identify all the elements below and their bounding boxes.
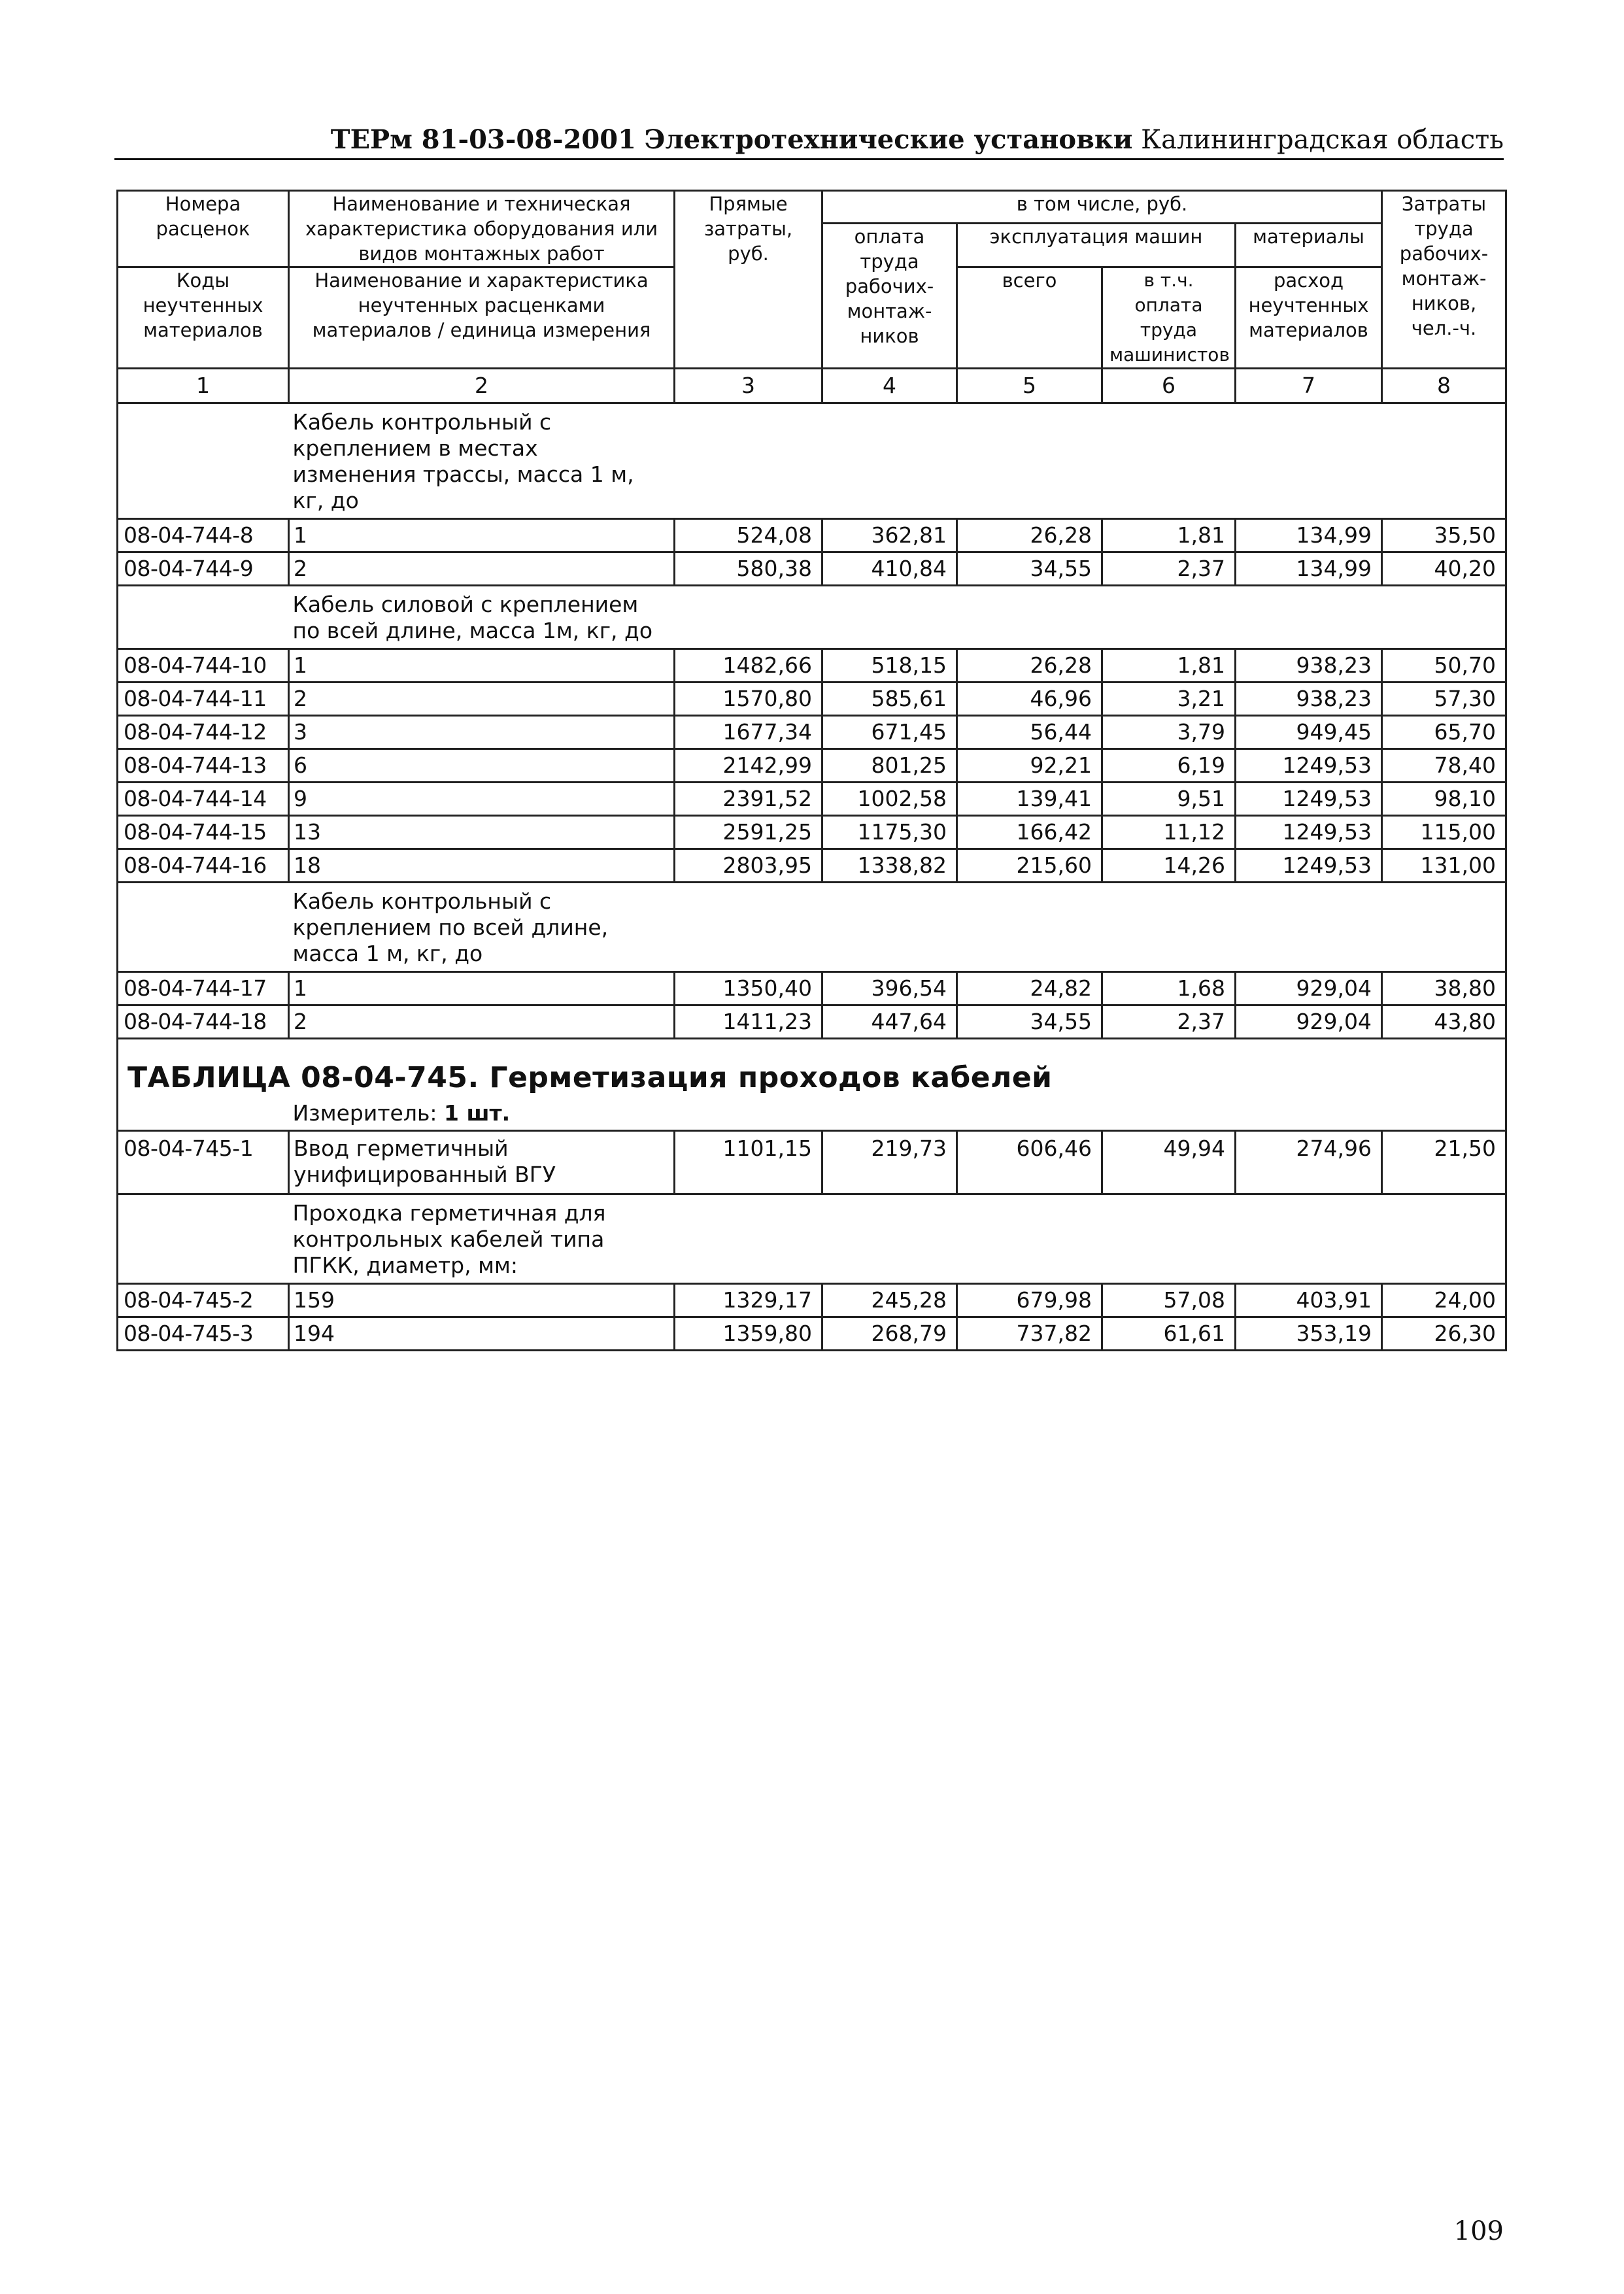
rate-name: 1 [289, 649, 675, 683]
machinist-pay: 9,51 [1102, 783, 1236, 816]
rate-name: 2 [289, 1005, 675, 1039]
worker-pay: 447,64 [822, 1005, 957, 1039]
column-number: 6 [1102, 369, 1236, 403]
worker-pay: 245,28 [822, 1284, 957, 1317]
table-745-title: ТАБЛИЦА 08-04-745. Герметизация проходов кабелей [127, 1061, 1053, 1094]
direct-costs: 524,08 [675, 519, 822, 552]
material-consumption: 403,91 [1236, 1284, 1382, 1317]
worker-pay: 1175,30 [822, 816, 957, 849]
material-consumption: 1249,53 [1236, 816, 1382, 849]
labor-hours: 24,00 [1382, 1284, 1506, 1317]
rate-code: 08-04-744-8 [118, 519, 289, 552]
column-number: 1 [118, 369, 289, 403]
rate-name: 9 [289, 783, 675, 816]
rate-code: 08-04-744-13 [118, 749, 289, 783]
col-materials: материалы [1236, 224, 1382, 267]
col-work-name: Наименование и техническая характеристика оборудования или видов монтажных работ [289, 191, 675, 267]
rate-name: 18 [289, 849, 675, 883]
machinist-pay: 14,26 [1102, 849, 1236, 883]
column-number: 7 [1236, 369, 1382, 403]
rate-name: Ввод герметичный унифицированный ВГУ [289, 1131, 675, 1194]
direct-costs: 1411,23 [675, 1005, 822, 1039]
rate-code: 08-04-744-14 [118, 783, 289, 816]
document-subject: Электротехнические установки [644, 124, 1133, 155]
section-heading-row [118, 403, 1506, 519]
labor-hours: 35,50 [1382, 519, 1506, 552]
header-rule [114, 158, 1504, 160]
worker-pay: 1338,82 [822, 849, 957, 883]
machines-total: 737,82 [957, 1317, 1102, 1351]
document-region: Калининградская область [1141, 125, 1504, 155]
table-row [118, 749, 1506, 783]
direct-costs: 580,38 [675, 552, 822, 586]
machinist-pay: 49,94 [1102, 1131, 1236, 1194]
machinist-pay: 1,81 [1102, 519, 1236, 552]
rate-code: 08-04-744-15 [118, 816, 289, 849]
labor-hours: 43,80 [1382, 1005, 1506, 1039]
material-consumption: 929,04 [1236, 972, 1382, 1005]
column-number: 3 [675, 369, 822, 403]
table-row [118, 972, 1506, 1005]
table-row [118, 816, 1506, 849]
col-worker-pay: оплата труда рабочих-монтаж-ников [822, 224, 957, 369]
direct-costs: 1350,40 [675, 972, 822, 1005]
table-row [118, 519, 1506, 552]
table-row [118, 1284, 1506, 1317]
machines-total: 56,44 [957, 716, 1102, 749]
col-direct-costs: Прямые затраты, руб. [675, 191, 822, 369]
machinist-pay: 1,81 [1102, 649, 1236, 683]
machinist-pay: 11,12 [1102, 816, 1236, 849]
machines-total: 92,21 [957, 749, 1102, 783]
rate-code: 08-04-744-16 [118, 849, 289, 883]
table-row [118, 716, 1506, 749]
labor-hours: 78,40 [1382, 749, 1506, 783]
rate-name: 6 [289, 749, 675, 783]
col-labor-hours: Затраты труда рабочих-монтаж-ников, чел.-ч. [1382, 191, 1506, 369]
table-row [118, 649, 1506, 683]
labor-hours: 65,70 [1382, 716, 1506, 749]
material-consumption: 949,45 [1236, 716, 1382, 749]
labor-hours: 57,30 [1382, 683, 1506, 716]
table-row [118, 683, 1506, 716]
material-consumption: 1249,53 [1236, 783, 1382, 816]
col-rate-numbers: Номера расценок [118, 191, 289, 267]
table-row [118, 1131, 1506, 1194]
material-consumption: 1249,53 [1236, 849, 1382, 883]
rate-name: 3 [289, 716, 675, 749]
table-row [118, 552, 1506, 586]
rate-code: 08-04-744-17 [118, 972, 289, 1005]
labor-hours: 38,80 [1382, 972, 1506, 1005]
rate-code: 08-04-745-3 [118, 1317, 289, 1351]
material-consumption: 938,23 [1236, 649, 1382, 683]
direct-costs: 2803,95 [675, 849, 822, 883]
machines-total: 679,98 [957, 1284, 1102, 1317]
direct-costs: 2391,52 [675, 783, 822, 816]
direct-costs: 1359,80 [675, 1317, 822, 1351]
column-number: 5 [957, 369, 1102, 403]
machines-total: 215,60 [957, 849, 1102, 883]
table-745-measure-row [118, 1096, 1506, 1131]
labor-hours: 40,20 [1382, 552, 1506, 586]
rate-code: 08-04-744-12 [118, 716, 289, 749]
labor-hours: 26,30 [1382, 1317, 1506, 1351]
labor-hours: 21,50 [1382, 1131, 1506, 1194]
direct-costs: 1570,80 [675, 683, 822, 716]
material-consumption: 938,23 [1236, 683, 1382, 716]
machinist-pay: 6,19 [1102, 749, 1236, 783]
machines-total: 34,55 [957, 1005, 1102, 1039]
rate-code: 08-04-745-1 [118, 1131, 289, 1194]
section-heading: Кабель силовой с креплением по всей длине, масса 1м, кг, до [292, 592, 653, 643]
material-consumption: 929,04 [1236, 1005, 1382, 1039]
rate-code: 08-04-744-18 [118, 1005, 289, 1039]
col-machinist-pay: в т.ч. оплата труда машинистов [1102, 267, 1236, 369]
direct-costs: 1482,66 [675, 649, 822, 683]
material-consumption: 353,19 [1236, 1317, 1382, 1351]
worker-pay: 1002,58 [822, 783, 957, 816]
worker-pay: 518,15 [822, 649, 957, 683]
rate-name: 194 [289, 1317, 675, 1351]
rates-table [116, 190, 1507, 1351]
rate-code: 08-04-744-9 [118, 552, 289, 586]
table-header [118, 191, 1506, 403]
col-group-including: в том числе, руб. [822, 191, 1382, 224]
section-heading-row [118, 883, 1506, 972]
table-body-744 [118, 403, 1506, 1039]
machinist-pay: 2,37 [1102, 1005, 1236, 1039]
section-heading-row [118, 586, 1506, 649]
worker-pay: 801,25 [822, 749, 957, 783]
column-number: 4 [822, 369, 957, 403]
worker-pay: 219,73 [822, 1131, 957, 1194]
machinist-pay: 3,79 [1102, 716, 1236, 749]
labor-hours: 98,10 [1382, 783, 1506, 816]
document-code: ТЕРм 81-03-08-2001 [330, 124, 636, 155]
direct-costs: 1677,34 [675, 716, 822, 749]
material-consumption: 134,99 [1236, 519, 1382, 552]
machinist-pay: 57,08 [1102, 1284, 1236, 1317]
material-consumption: 274,96 [1236, 1131, 1382, 1194]
col-machines-total: всего [957, 267, 1102, 369]
machines-total: 24,82 [957, 972, 1102, 1005]
rate-name: 13 [289, 816, 675, 849]
rate-code: 08-04-745-2 [118, 1284, 289, 1317]
worker-pay: 268,79 [822, 1317, 957, 1351]
section-heading: Кабель контрольный с креплением по всей длине, масса 1 м, кг, до [292, 888, 609, 966]
table-row [118, 849, 1506, 883]
worker-pay: 396,54 [822, 972, 957, 1005]
section-heading-row [118, 1194, 1506, 1284]
rate-name: 159 [289, 1284, 675, 1317]
section-heading: Кабель контрольный с креплением в местах изменения трассы, масса 1 м, кг, до [292, 409, 634, 513]
direct-costs: 1329,17 [675, 1284, 822, 1317]
material-consumption: 1249,53 [1236, 749, 1382, 783]
machines-total: 139,41 [957, 783, 1102, 816]
machines-total: 26,28 [957, 649, 1102, 683]
worker-pay: 410,84 [822, 552, 957, 586]
table-row [118, 783, 1506, 816]
measure-label: Измеритель: [292, 1100, 437, 1126]
worker-pay: 362,81 [822, 519, 957, 552]
direct-costs: 1101,15 [675, 1131, 822, 1194]
rate-name: 2 [289, 552, 675, 586]
rate-name: 2 [289, 683, 675, 716]
table-row [118, 1317, 1506, 1351]
measure-value: 1 шт. [444, 1100, 511, 1126]
running-header [118, 124, 1504, 156]
column-number: 8 [1382, 369, 1506, 403]
machines-total: 606,46 [957, 1131, 1102, 1194]
machinist-pay: 1,68 [1102, 972, 1236, 1005]
section-heading: Проходка герметичная для контрольных кабелей типа ПГКК, диаметр, мм: [292, 1200, 606, 1278]
table-body-745 [118, 1284, 1506, 1351]
column-number: 2 [289, 369, 675, 403]
machinist-pay: 2,37 [1102, 552, 1236, 586]
rate-code: 08-04-744-11 [118, 683, 289, 716]
machines-total: 46,96 [957, 683, 1102, 716]
material-consumption: 134,99 [1236, 552, 1382, 586]
col-machines: эксплуатация машин [957, 224, 1236, 267]
table-row [118, 1005, 1506, 1039]
table-745-title-row [118, 1039, 1506, 1096]
labor-hours: 115,00 [1382, 816, 1506, 849]
machines-total: 26,28 [957, 519, 1102, 552]
table-745 [118, 1039, 1506, 1284]
col-material-codes: Коды неучтенных материалов [118, 267, 289, 369]
worker-pay: 585,61 [822, 683, 957, 716]
rate-code: 08-04-744-10 [118, 649, 289, 683]
machinist-pay: 61,61 [1102, 1317, 1236, 1351]
worker-pay: 671,45 [822, 716, 957, 749]
page-number: 109 [1453, 2216, 1504, 2246]
column-numbers-row [118, 369, 1506, 403]
machines-total: 166,42 [957, 816, 1102, 849]
col-material-consumption: расход неучтенных материалов [1236, 267, 1382, 369]
labor-hours: 131,00 [1382, 849, 1506, 883]
rate-name: 1 [289, 972, 675, 1005]
direct-costs: 2142,99 [675, 749, 822, 783]
labor-hours: 50,70 [1382, 649, 1506, 683]
col-material-names: Наименование и характеристика неучтенных расценками материалов / единица измерения [289, 267, 675, 369]
rate-name: 1 [289, 519, 675, 552]
direct-costs: 2591,25 [675, 816, 822, 849]
machinist-pay: 3,21 [1102, 683, 1236, 716]
machines-total: 34,55 [957, 552, 1102, 586]
